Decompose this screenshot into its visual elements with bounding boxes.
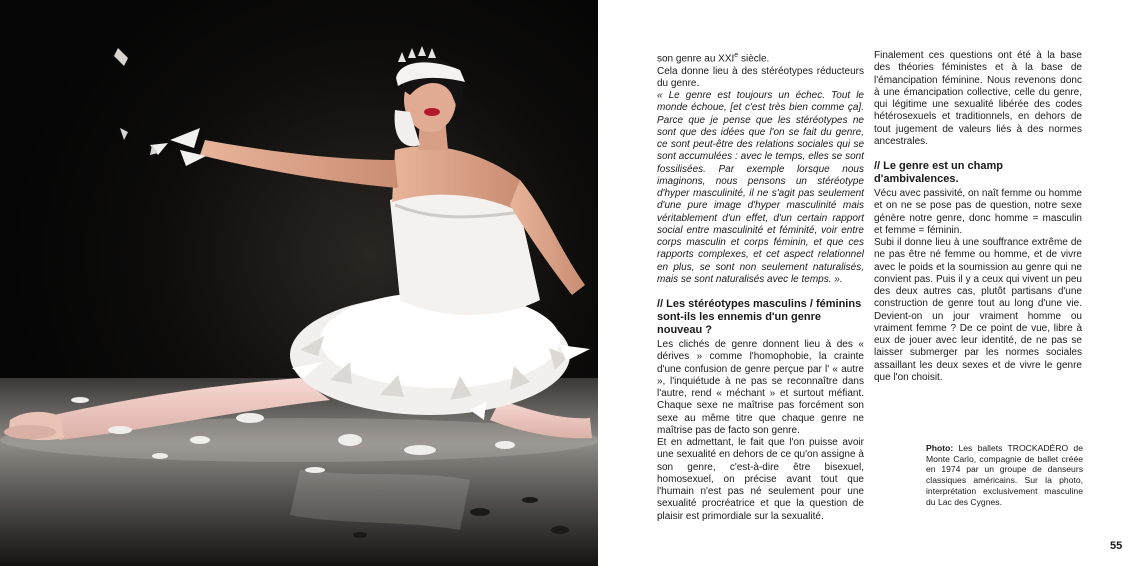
- paragraph: Finalement ces questions ont été à la base des théories féministes et à la base de l'émancipation féminine. Nous revenons donc à une émancipation collective, celle du genre, qui légitime une sexualité libérée des codes hétérosexuels et traditionnels, en dehors de tout jugement de valeurs liés à des normes ancestrales.: [874, 50, 1082, 147]
- photo-caption: [926, 443, 1083, 507]
- caption-label: Photo:: [926, 443, 954, 453]
- paragraph: Cela donne lieu à des stéréotypes réducteurs du genre.: [657, 65, 864, 89]
- paragraph-text: siècle.: [738, 53, 770, 65]
- paragraph: Vécu avec passivité, on naît femme ou homme et on ne se pose pas de question, notre sexe génère notre genre, donc homme = masculin et femme = féminin.: [874, 188, 1082, 236]
- text-column-2: [874, 50, 1082, 384]
- paragraph-text: son genre au XXI: [657, 53, 735, 65]
- paragraph: Et en admettant, le fait que l'on puisse avoir une sexualité en dehors de ce qu'on assigne à son genre, c'est-à-dire être bisexuel, homosexuel, on précise avant tout que l'humain n'est pas né seulement pour une sexualité procréatrice et que la question de plaisir est primordiale sur la sexualité.: [657, 437, 864, 522]
- page-number: 55: [1110, 540, 1123, 552]
- section-heading: // Les stéréotypes masculins / féminins sont-ils les ennemis d'un genre nouveau ?: [657, 298, 862, 337]
- section-heading: // Le genre est un champ d'ambivalences.: [874, 160, 1003, 185]
- superscript: e: [734, 52, 739, 59]
- quote: « Le genre est toujours un échec. Tout le monde échoue, [et c'est très bien comme ça]. Parce que je pense que les stéréotypes ne sont que des idées que l'on se fait du genre, ce sont peut-être des relations sociales qui se sont accumulées : avec le temps, elles se sont fossilisées. Par exemple lorsque nous imaginons, nous pensons un stéréotype d'hyper masculinité, il ne s'agit pas seulement d'une pure image d'hyper masculinité mais véritablement d'un effet, d'un certain rapport social entre masculinité et féminité, voir entre corps masculin et corps féminin, et que ces rapports complexes, et cet aspect relationnel en plus, se sont non seulement naturalisés, mais se sont naturalisés avec le temps. ».: [657, 90, 864, 285]
- caption-text: Les ballets TROCKADÉRO de Monte Carlo, compagnie de ballet créée en 1974 par un groupe de danseurs classiques américains. Sur la photo, interprétation exclusivement masculine du Lac des Cygnes.: [926, 443, 1083, 507]
- paragraph: Subi il donne lieu à une souffrance extrême de ne pas être né femme ou homme, et de vivre avec le poids et la soumission au genre qui ne convient pas. Puis il y a ceux qui vivent un peu des deux autres cas, plutôt partisans d'une construction de genre tout au long d'une vie. Devient-on un jour vraiment homme ou vraiment femme ? De ce point de vue, libre à eux de jouer avec leur identité, de ne pas se laisser submerger par les normes sociales assaillant les deux sexes et de vivre le genre que l'on choisit.: [874, 237, 1082, 383]
- text-column-1: [657, 50, 864, 523]
- paragraph: Les clichés de genre donnent lieu à des « dérives » comme l'homophobie, la crainte d'une confusion de genre perçue par l' « autre », l'inquiétude à ne pas se reconnaître dans l'autre, rend « méchant » et surtout méfiant. Chaque sexe ne maîtrise pas forcément son sexe au même titre que chaque genre ne maîtrise pas de facto son genre.: [657, 339, 864, 436]
- paragraph: [657, 50, 864, 66]
